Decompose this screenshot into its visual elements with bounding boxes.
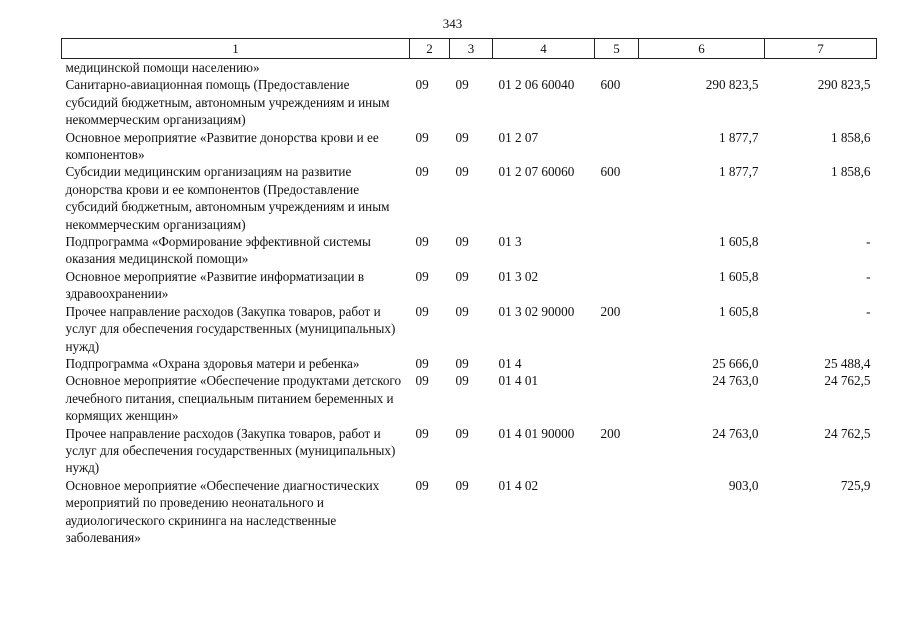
row-section: 09 xyxy=(415,268,429,284)
row-expense-type: 200 xyxy=(600,303,621,319)
row-target-code xyxy=(493,59,595,77)
row-expense-type xyxy=(595,233,639,268)
table-header-row xyxy=(62,39,877,59)
row-subsection: 09 xyxy=(455,129,469,145)
row-subsection: 09 xyxy=(455,164,469,180)
row-description: Прочее направление расходов (Закупка товаров, работ и услуг для обеспечения государственных (муниципальных) нужд) xyxy=(65,303,396,354)
row-section: 09 xyxy=(415,129,429,145)
row-amount-actual: - xyxy=(866,303,871,319)
row-subsection: 09 xyxy=(455,77,469,93)
row-amount-actual: 24 762,5 xyxy=(824,373,871,389)
row-amount-plan: 1 605,8 xyxy=(718,234,759,250)
header-col-6: 6 xyxy=(639,39,765,59)
row-amount-plan: 1 605,8 xyxy=(718,268,759,284)
row-expense-type xyxy=(595,477,639,547)
row-amount-actual: 24 762,5 xyxy=(824,425,871,441)
row-section: 09 xyxy=(415,477,429,493)
row-section: 09 xyxy=(415,425,429,441)
row-amount-actual: 1 858,6 xyxy=(830,129,871,145)
table-row xyxy=(62,268,877,303)
row-target-code: 01 2 07 xyxy=(498,129,539,145)
row-target-code: 01 4 02 xyxy=(498,477,539,493)
row-amount-plan: 290 823,5 xyxy=(705,77,759,93)
row-subsection: 09 xyxy=(455,268,469,284)
row-target-code: 01 4 01 xyxy=(498,373,539,389)
header-col-1: 1 xyxy=(62,39,410,59)
table-row xyxy=(62,303,877,355)
row-description: Основное мероприятие «Развитие информатизации в здравоохранении» xyxy=(65,268,365,302)
row-section xyxy=(410,59,450,77)
row-section: 09 xyxy=(415,373,429,389)
row-expense-type xyxy=(595,355,639,372)
row-section: 09 xyxy=(415,303,429,319)
table-row xyxy=(62,372,877,424)
row-amount-actual: - xyxy=(866,234,871,250)
row-expense-type xyxy=(595,59,639,77)
row-amount-actual: 725,9 xyxy=(840,477,871,493)
row-section: 09 xyxy=(415,77,429,93)
row-target-code: 01 3 xyxy=(498,234,522,250)
row-expense-type xyxy=(595,129,639,164)
row-description: Субсидии медицинским организациям на развитие донорства крови и ее компонентов (Предоставление субсидий бюджетным, автономным учреждениям и иным некоммерческим организациям) xyxy=(65,164,390,232)
row-target-code: 01 2 06 60040 xyxy=(498,77,575,93)
row-expense-type: 600 xyxy=(600,164,621,180)
row-amount-actual: 290 823,5 xyxy=(817,77,871,93)
row-section: 09 xyxy=(415,355,429,371)
row-target-code: 01 4 xyxy=(498,355,522,371)
table-row xyxy=(62,59,877,77)
row-subsection xyxy=(450,59,493,77)
row-subsection: 09 xyxy=(455,425,469,441)
row-section: 09 xyxy=(415,164,429,180)
row-subsection: 09 xyxy=(455,234,469,250)
row-description: Подпрограмма «Формирование эффективной системы оказания медицинской помощи» xyxy=(65,234,371,267)
row-description: Основное мероприятие «Обеспечение диагностических мероприятий по проведению неонатального и аудиологического скрининга на наследственные заболевания» xyxy=(65,477,380,545)
row-description: Основное мероприятие «Обеспечение продуктами детского лечебного питания, специальным питанием беременных и кормящих женщин» xyxy=(65,373,402,424)
row-amount-plan: 24 763,0 xyxy=(712,425,759,441)
row-expense-type: 600 xyxy=(600,77,621,93)
row-description: Основное мероприятие «Развитие донорства крови и ее компонентов» xyxy=(65,129,379,163)
row-subsection: 09 xyxy=(455,373,469,389)
page-number: 343 xyxy=(442,16,463,31)
table-row xyxy=(62,355,877,372)
row-amount-plan: 1 605,8 xyxy=(718,303,759,319)
table-row xyxy=(62,163,877,233)
row-amount-plan: 1 877,7 xyxy=(718,164,759,180)
table-row xyxy=(62,425,877,477)
header-col-7: 7 xyxy=(765,39,877,59)
row-subsection: 09 xyxy=(455,303,469,319)
row-description: Санитарно-авиационная помощь (Предоставление субсидий бюджетным, автономным учреждениям и иным некоммерческим организациям) xyxy=(65,77,390,128)
row-section: 09 xyxy=(415,234,429,250)
row-amount-actual xyxy=(765,59,877,77)
row-amount-plan xyxy=(639,59,765,77)
table-row xyxy=(62,477,877,547)
row-subsection: 09 xyxy=(455,355,469,371)
row-expense-type xyxy=(595,372,639,424)
row-target-code: 01 4 01 90000 xyxy=(498,425,575,441)
row-amount-plan: 1 877,7 xyxy=(718,129,759,145)
row-description: медицинской помощи населению» xyxy=(65,60,260,75)
header-col-2: 2 xyxy=(410,39,450,59)
row-target-code: 01 3 02 90000 xyxy=(498,303,575,319)
row-target-code: 01 3 02 xyxy=(498,268,539,284)
row-amount-actual: 25 488,4 xyxy=(824,355,871,371)
row-amount-actual: - xyxy=(866,268,871,284)
row-expense-type xyxy=(595,268,639,303)
row-amount-plan: 903,0 xyxy=(728,477,759,493)
table-row xyxy=(62,129,877,164)
row-amount-plan: 25 666,0 xyxy=(712,355,759,371)
header-col-3: 3 xyxy=(450,39,493,59)
row-target-code: 01 2 07 60060 xyxy=(498,164,575,180)
budget-table xyxy=(61,38,877,546)
header-col-5: 5 xyxy=(595,39,639,59)
row-amount-actual: 1 858,6 xyxy=(830,164,871,180)
row-expense-type: 200 xyxy=(600,425,621,441)
table-row xyxy=(62,76,877,128)
row-subsection: 09 xyxy=(455,477,469,493)
table-row xyxy=(62,233,877,268)
row-description: Прочее направление расходов (Закупка товаров, работ и услуг для обеспечения государственных (муниципальных) нужд) xyxy=(65,425,396,476)
row-description: Подпрограмма «Охрана здоровья матери и ребенка» xyxy=(65,355,360,371)
header-col-4: 4 xyxy=(493,39,595,59)
row-amount-plan: 24 763,0 xyxy=(712,373,759,389)
